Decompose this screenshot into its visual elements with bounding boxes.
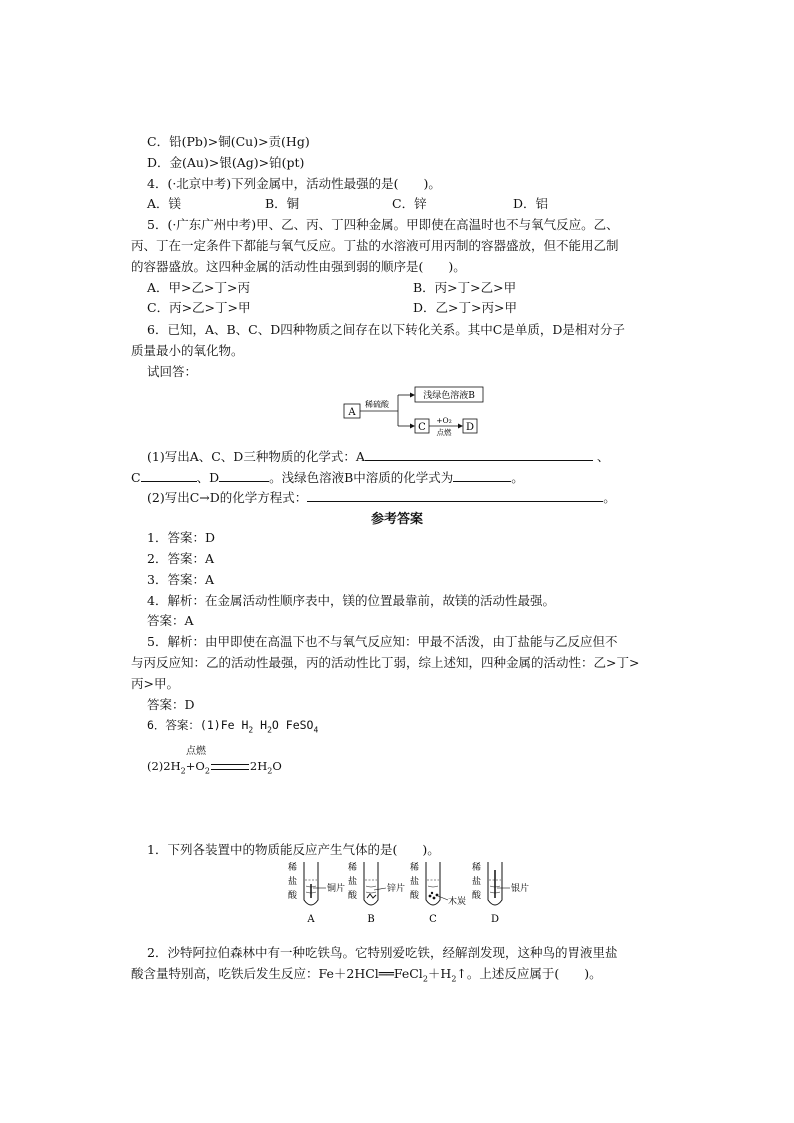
subscript: 2 (267, 766, 273, 776)
option-letter-c: C (429, 914, 437, 925)
answer-5-explanation-2: 与丙反应知：乙的活动性最强，丙的活动性比丁弱，综上述知，四种金属的活动性：乙>丁> (131, 655, 640, 670)
eq-term-1: (2)2H (147, 759, 181, 773)
answer-3: 3．答案：A (147, 572, 214, 587)
eq-term-3: 2H (249, 759, 268, 773)
subscript: 2 (180, 766, 186, 776)
tube-group-c (410, 861, 466, 925)
q6-line-3: 试回答： (147, 364, 198, 379)
material-label-charcoal: 木炭 (448, 897, 467, 907)
answer-6-part-2 (147, 758, 282, 779)
q6-conversion-diagram (340, 382, 490, 438)
answer-5-explanation-3: 丙>甲。 (131, 676, 179, 691)
acid-label: 酸 (348, 891, 358, 901)
equation-condition: 点燃 (186, 746, 206, 757)
q4-option-d: D．铝 (513, 196, 549, 211)
acid-label: 稀 (288, 863, 298, 873)
q5-option-d: D．乙>丁>丙>甲 (413, 300, 517, 315)
diagram-reagent: 稀硫酸 (365, 400, 389, 409)
test-tube-figure (286, 860, 536, 940)
answer-1: 1．答案：D (147, 530, 215, 545)
q2-text-a: 酸含量特别高，吃铁后发生反应：Fe＋2HCl══FeCl (131, 966, 423, 981)
diagram-label-d: D (465, 422, 475, 433)
q6-part-1-line-2 (131, 469, 524, 486)
q2-text-b: ＋H (427, 966, 452, 981)
answer-6-part-1 (147, 717, 318, 738)
q3-option-d: D．金(Au)>银(Ag)>铂(pt) (147, 155, 305, 170)
q6-line-2: 质量最小的氧化物。 (131, 343, 244, 358)
test-tube (304, 862, 318, 905)
eq-term-2: +O (185, 759, 205, 773)
tube-group-a (288, 861, 345, 925)
answer-4: 答案：A (147, 613, 194, 628)
answers-title: 参考答案 (370, 512, 423, 527)
acid-label: 稀 (348, 863, 358, 873)
metal-label-silver: 银片 (511, 884, 530, 894)
q4-option-b: B．铜 (265, 196, 300, 211)
acid-label: 盐 (410, 877, 420, 887)
answer-blank-equation[interactable] (307, 489, 603, 502)
q6-part-1-prompt: (1)写出A、C、D三种物质的化学式：A (147, 449, 365, 464)
diagram-o2: +O₂ (436, 416, 452, 425)
diagram-label-b: 浅绿色溶液B (423, 391, 475, 401)
test-tube (364, 862, 378, 905)
q6-label-d: 、D (196, 470, 220, 485)
acid-label: 盐 (288, 877, 298, 887)
formula-o-feso: O FeSO (271, 718, 314, 732)
metal-label-copper: 铜片 (327, 884, 346, 894)
q4-option-c: C．锌 (392, 196, 427, 211)
tube-group-b (348, 861, 405, 925)
q2-text-c: ↑。上述反应属于( )。 (456, 966, 602, 981)
q6-line-1: 6．已知，A、B、C、D四种物质之间存在以下转化关系。其中C是单质，D是相对分子 (147, 322, 625, 337)
next-q1-stem: 1．下列各装置中的物质能反应产生气体的是( )。 (147, 842, 440, 857)
answer-6-label: 6．答案：(1)Fe H (147, 718, 249, 732)
answer-blank-c[interactable] (141, 469, 197, 482)
next-q2-line-2 (131, 966, 602, 988)
acid-label: 盐 (472, 877, 482, 887)
q6-separator: 、 (596, 449, 610, 464)
equation-double-line (211, 764, 249, 770)
answer-blank-b-solute[interactable] (453, 469, 511, 482)
q5-line-3: 的容器盛放。这四种金属的活动性由强到弱的顺序是( )。 (131, 259, 466, 274)
q6-part-1-line-1 (147, 448, 609, 465)
eq-term-4: O (272, 759, 282, 773)
q6-part-2-prompt: (2)写出C→D的化学方程式： (147, 490, 308, 505)
q6-label-c: C (131, 470, 141, 485)
diagram-condition: 点燃 (436, 428, 452, 437)
subscript: 2 (451, 974, 457, 984)
acid-label: 盐 (348, 877, 358, 887)
q6-period: 。 (511, 470, 524, 485)
answer-2: 2．答案：A (147, 551, 214, 566)
q5-option-b: B．丙>丁>乙>甲 (413, 280, 517, 295)
tube-group-d (472, 861, 529, 925)
subscript: 2 (267, 725, 272, 735)
acid-label: 酸 (472, 891, 482, 901)
acid-label: 酸 (410, 891, 420, 901)
answer-blank-d[interactable] (219, 469, 269, 482)
answer-5: 答案：D (147, 697, 195, 712)
q5-line-1: 5．(·广东广州中考)甲、乙、丙、丁四种金属。甲即使在高温时也不与氧气反应。乙、 (147, 217, 619, 232)
q3-option-c: C．铅(Pb)>铜(Cu)>贡(Hg) (147, 134, 310, 149)
option-letter-d: D (490, 914, 500, 925)
diagram-label-a: A (348, 407, 356, 418)
acid-label: 稀 (410, 863, 420, 873)
metal-label-zinc: 锌片 (387, 884, 406, 894)
diagram-label-c: C (418, 422, 426, 433)
subscript: 2 (204, 766, 210, 776)
subscript: 4 (313, 725, 319, 735)
subscript: 2 (248, 725, 254, 735)
q4-stem: 4．(·北京中考)下列金属中，活动性最强的是( )。 (147, 176, 441, 191)
answer-5-explanation-1: 5．解析：由甲即使在高温下也不与氧气反应知：甲最不活泼，由丁盐能与乙反应但不 (147, 634, 618, 649)
q5-option-c: C．丙>乙>丁>甲 (147, 300, 251, 315)
q5-line-2: 丙、丁在一定条件下都能与氧气反应。丁盐的水溶液可用丙制的容器盛放，但不能用乙制 (131, 238, 619, 253)
q4-option-a: A．镁 (147, 196, 182, 211)
q6-part-2 (147, 489, 616, 506)
q6-part-2-end: 。 (603, 490, 616, 505)
answer-4-explanation: 4．解析：在金属活动性顺序表中，镁的位置最靠前，故镁的活动性最强。 (147, 593, 555, 608)
q5-option-a: A．甲>乙>丁>丙 (147, 280, 250, 295)
formula-h: H (260, 718, 268, 732)
option-letter-a: A (307, 914, 315, 925)
q6-label-b-solute: 。浅绿色溶液B中溶质的化学式为 (269, 470, 454, 485)
next-q2-line-1: 2．沙特阿拉伯森林中有一种吃铁鸟。它特别爱吃铁，经解剖发现，这种鸟的胃液里盐 (147, 945, 618, 960)
acid-label: 酸 (288, 891, 298, 901)
acid-label: 稀 (472, 863, 482, 873)
answer-blank-a[interactable] (365, 448, 593, 461)
option-letter-b: B (367, 914, 375, 925)
subscript: 2 (422, 974, 428, 984)
